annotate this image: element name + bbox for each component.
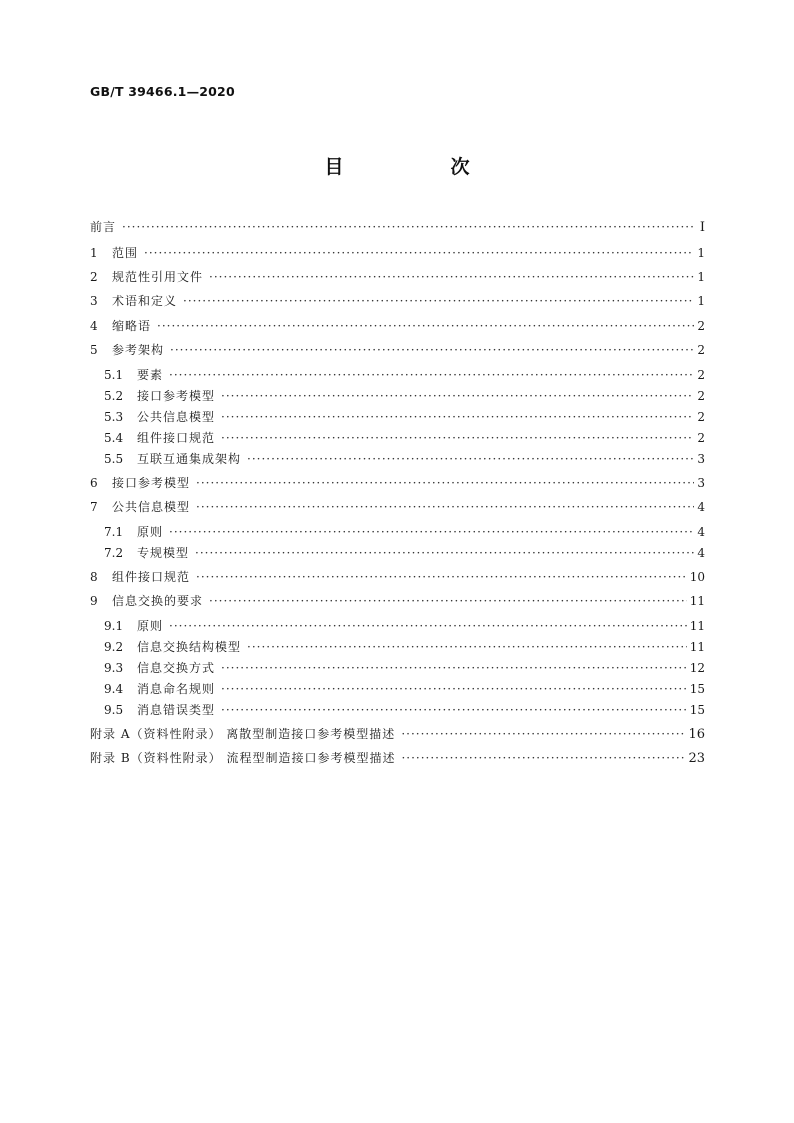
toc-entry-label: 公共信息模型 xyxy=(137,410,216,424)
toc-entry[interactable] xyxy=(90,218,705,236)
toc-entry-number: 5.1 xyxy=(104,368,124,382)
dot-leader xyxy=(221,387,694,405)
dot-leader xyxy=(221,429,694,447)
toc-entry-page: 2 xyxy=(697,319,705,333)
toc-entry-page: 16 xyxy=(688,727,705,742)
toc-entry[interactable] xyxy=(104,366,705,384)
toc-entry-page: 4 xyxy=(697,525,705,539)
toc-entry-page: 12 xyxy=(689,661,705,675)
toc-entry-page: 2 xyxy=(697,431,705,445)
toc-entry[interactable] xyxy=(90,244,705,262)
toc-entry-number: 2 xyxy=(90,270,98,284)
toc-entry-number: 7.2 xyxy=(104,546,124,560)
toc-entry-page: 1 xyxy=(697,270,705,284)
dot-leader xyxy=(196,474,694,492)
dot-leader xyxy=(221,659,687,677)
toc-entry-page: 2 xyxy=(697,410,705,424)
toc-entry-label: 消息错误类型 xyxy=(137,703,216,717)
toc-entry[interactable] xyxy=(90,725,705,743)
toc-entry-label: 术语和定义 xyxy=(112,294,178,308)
toc-entry-number: 7 xyxy=(90,500,98,514)
dot-leader xyxy=(157,317,694,335)
toc-entry[interactable] xyxy=(90,474,705,492)
toc-entry-page: 11 xyxy=(689,594,705,608)
toc-entry-number: 8 xyxy=(90,570,98,584)
toc-entry-label: 范围 xyxy=(112,246,139,260)
document-code: GB/T 39466.1—2020 xyxy=(90,84,235,99)
toc-entry-page: 1 xyxy=(697,294,705,308)
dot-leader xyxy=(169,523,694,541)
toc-entry-page: 15 xyxy=(689,703,705,717)
dot-leader xyxy=(221,680,687,698)
toc-entry-page: 2 xyxy=(697,343,705,357)
dot-leader xyxy=(247,638,687,656)
toc-entry-page: 4 xyxy=(697,500,705,514)
toc-entry-label: 信息交换方式 xyxy=(137,661,216,675)
toc-entry[interactable] xyxy=(104,659,705,677)
toc-entry-number: 7.1 xyxy=(104,525,124,539)
dot-leader xyxy=(122,218,694,236)
toc-entry-number: 3 xyxy=(90,294,98,308)
toc-entry[interactable] xyxy=(104,544,705,562)
toc-entry-number: 9.4 xyxy=(104,682,124,696)
toc-entry[interactable] xyxy=(104,617,705,635)
toc-entry-number: 5 xyxy=(90,343,98,357)
dot-leader xyxy=(196,568,687,586)
toc-entry-number: 9.5 xyxy=(104,703,124,717)
toc-entry-label: 要素 xyxy=(137,368,164,382)
toc-entry-label: 信息交换结构模型 xyxy=(137,640,242,654)
toc-entry-page: 2 xyxy=(697,368,705,382)
toc-entry-number: 9.2 xyxy=(104,640,124,654)
toc-entry-label: 组件接口规范 xyxy=(137,431,216,445)
toc-entry-number: 5.4 xyxy=(104,431,124,445)
toc-entry[interactable] xyxy=(104,701,705,719)
dot-leader xyxy=(209,268,694,286)
toc-entry-page: 4 xyxy=(697,546,705,560)
toc-entry[interactable] xyxy=(104,450,705,468)
toc-entry-page: 2 xyxy=(697,389,705,403)
toc-entry[interactable] xyxy=(104,429,705,447)
toc-entry[interactable] xyxy=(90,498,705,516)
toc-entry-label: 组件接口规范 xyxy=(112,570,191,584)
toc-entry-label: 前言 xyxy=(90,220,117,234)
toc-entry-label: 公共信息模型 xyxy=(112,500,191,514)
toc-entry-page: 3 xyxy=(697,452,705,466)
dot-leader xyxy=(221,701,687,719)
toc-entry-label: 附录 A（资料性附录） 离散型制造接口参考模型描述 xyxy=(90,727,396,741)
toc-entry-number: 6 xyxy=(90,476,98,490)
toc-entry-number: 4 xyxy=(90,319,98,333)
dot-leader xyxy=(170,341,694,359)
toc-entry-page: 3 xyxy=(697,476,705,490)
toc-entry-label: 缩略语 xyxy=(112,319,152,333)
toc-entry[interactable] xyxy=(90,268,705,286)
toc-entry-number: 5.3 xyxy=(104,410,124,424)
toc-entry-label: 原则 xyxy=(137,619,164,633)
toc-entry[interactable] xyxy=(104,638,705,656)
dot-leader xyxy=(183,292,694,310)
dot-leader xyxy=(221,408,694,426)
page-title: 目 次 xyxy=(324,156,514,178)
toc-entry-page: 23 xyxy=(688,751,705,766)
dot-leader xyxy=(401,725,685,743)
toc-entry-number: 9 xyxy=(90,594,98,608)
toc-entry-number: 9.1 xyxy=(104,619,124,633)
toc-entry-label: 互联互通集成架构 xyxy=(137,452,242,466)
toc-entry-label: 信息交换的要求 xyxy=(112,594,204,608)
dot-leader xyxy=(196,498,694,516)
dot-leader xyxy=(169,366,694,384)
toc-entry[interactable] xyxy=(104,408,705,426)
dot-leader xyxy=(247,450,694,468)
toc-entry-label: 接口参考模型 xyxy=(137,389,216,403)
dot-leader xyxy=(169,617,687,635)
toc-entry-number: 5.2 xyxy=(104,389,124,403)
toc-entry-number: 5.5 xyxy=(104,452,124,466)
toc-entry-page: 15 xyxy=(689,682,705,696)
toc-entry-label: 接口参考模型 xyxy=(112,476,191,490)
dot-leader xyxy=(195,544,694,562)
dot-leader xyxy=(209,592,687,610)
toc-entry-page: 10 xyxy=(689,570,705,584)
toc-entry-label: 附录 B（资料性附录） 流程型制造接口参考模型描述 xyxy=(90,751,396,765)
toc-entry-label: 参考架构 xyxy=(112,343,165,357)
toc-entry[interactable] xyxy=(90,317,705,335)
toc-entry-number: 9.3 xyxy=(104,661,124,675)
toc-entry-page: 1 xyxy=(697,246,705,260)
toc-entry-number: 1 xyxy=(90,246,98,260)
toc-entry[interactable] xyxy=(104,680,705,698)
dot-leader xyxy=(144,244,694,262)
toc-entry-label: 规范性引用文件 xyxy=(112,270,204,284)
toc-entry-page: Ⅰ xyxy=(699,220,705,235)
toc-entry[interactable] xyxy=(104,387,705,405)
toc-entry-page: 11 xyxy=(689,640,705,654)
toc-entry[interactable] xyxy=(104,523,705,541)
toc-entry[interactable] xyxy=(90,568,705,586)
toc-entry-label: 专规模型 xyxy=(137,546,190,560)
toc-entry-page: 11 xyxy=(689,619,705,633)
toc-entry[interactable] xyxy=(90,341,705,359)
toc-entry-label: 原则 xyxy=(137,525,164,539)
toc-entry[interactable] xyxy=(90,749,705,767)
toc-entry-label: 消息命名规则 xyxy=(137,682,216,696)
toc-entry[interactable] xyxy=(90,292,705,310)
dot-leader xyxy=(401,749,685,767)
toc-entry[interactable] xyxy=(90,592,705,610)
